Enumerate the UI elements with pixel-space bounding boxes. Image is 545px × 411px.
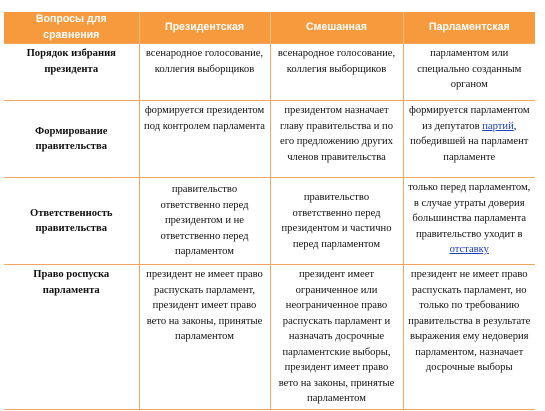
header-row — [4, 12, 535, 44]
row-label: Формирование правительства — [4, 101, 139, 178]
cell-mixed: всенародное голосование, коллегия выборщиков — [270, 44, 403, 101]
row-label: Право роспуска парламента — [4, 265, 139, 410]
cell-presidential: правительство ответственно перед президентом и не ответственно перед парламентом — [139, 178, 270, 265]
cell-parliamentary: президент не имеет право распускать парламент, но только по требованию правительства в результате выражения ему недоверия парламентом, назначает досрочные выборы — [403, 265, 535, 410]
cell-mixed: президентом назначает главу правительства и по его предложению других членов правительства — [270, 101, 403, 178]
cell-presidential: всенародное голосование, коллегия выборщиков — [139, 44, 270, 101]
cell-parliamentary — [403, 178, 535, 265]
cell-mixed: президент имеет ограниченное или неограниченное право распускать парламент и назначать досрочные парламентские выборы, президент имеет право вето на законы, принятые парламентом — [270, 265, 403, 410]
header-presidential: Президентская — [139, 12, 270, 44]
row-label: Ответственность правительства — [4, 178, 139, 265]
table-row — [4, 101, 535, 178]
cell-presidential: президент не имеет право распускать парламент, президент имеет право вето на законы, принятые парламентом — [139, 265, 270, 410]
header-criteria: Вопросы для сравнения — [4, 12, 139, 44]
header-mixed: Смешанная — [270, 12, 403, 44]
row-label: Порядок избрания президента — [4, 44, 139, 101]
table-row — [4, 265, 535, 410]
resignation-link[interactable]: отставку — [449, 244, 489, 255]
cell-parliamentary: парламентом или специально созданным органом — [403, 44, 535, 101]
cell-parliamentary — [403, 101, 535, 178]
cell-presidential: формируется президентом под контролем парламента — [139, 101, 270, 178]
cell-text: , победившей на парламент парламенте — [410, 120, 529, 163]
table-row — [4, 44, 535, 101]
parties-link[interactable]: партий — [482, 120, 514, 132]
cell-text: формируется парламентом из депутатов — [408, 105, 530, 132]
cell-text: только перед парламентом, в случае утраты доверия большинства парламента правительство уходит в — [408, 182, 531, 240]
comparison-table — [4, 12, 535, 410]
table-row — [4, 178, 535, 265]
header-parliamentary: Парламентская — [403, 12, 535, 44]
cell-mixed: правительство ответственно перед президентом и частично перед парламентом — [270, 178, 403, 265]
